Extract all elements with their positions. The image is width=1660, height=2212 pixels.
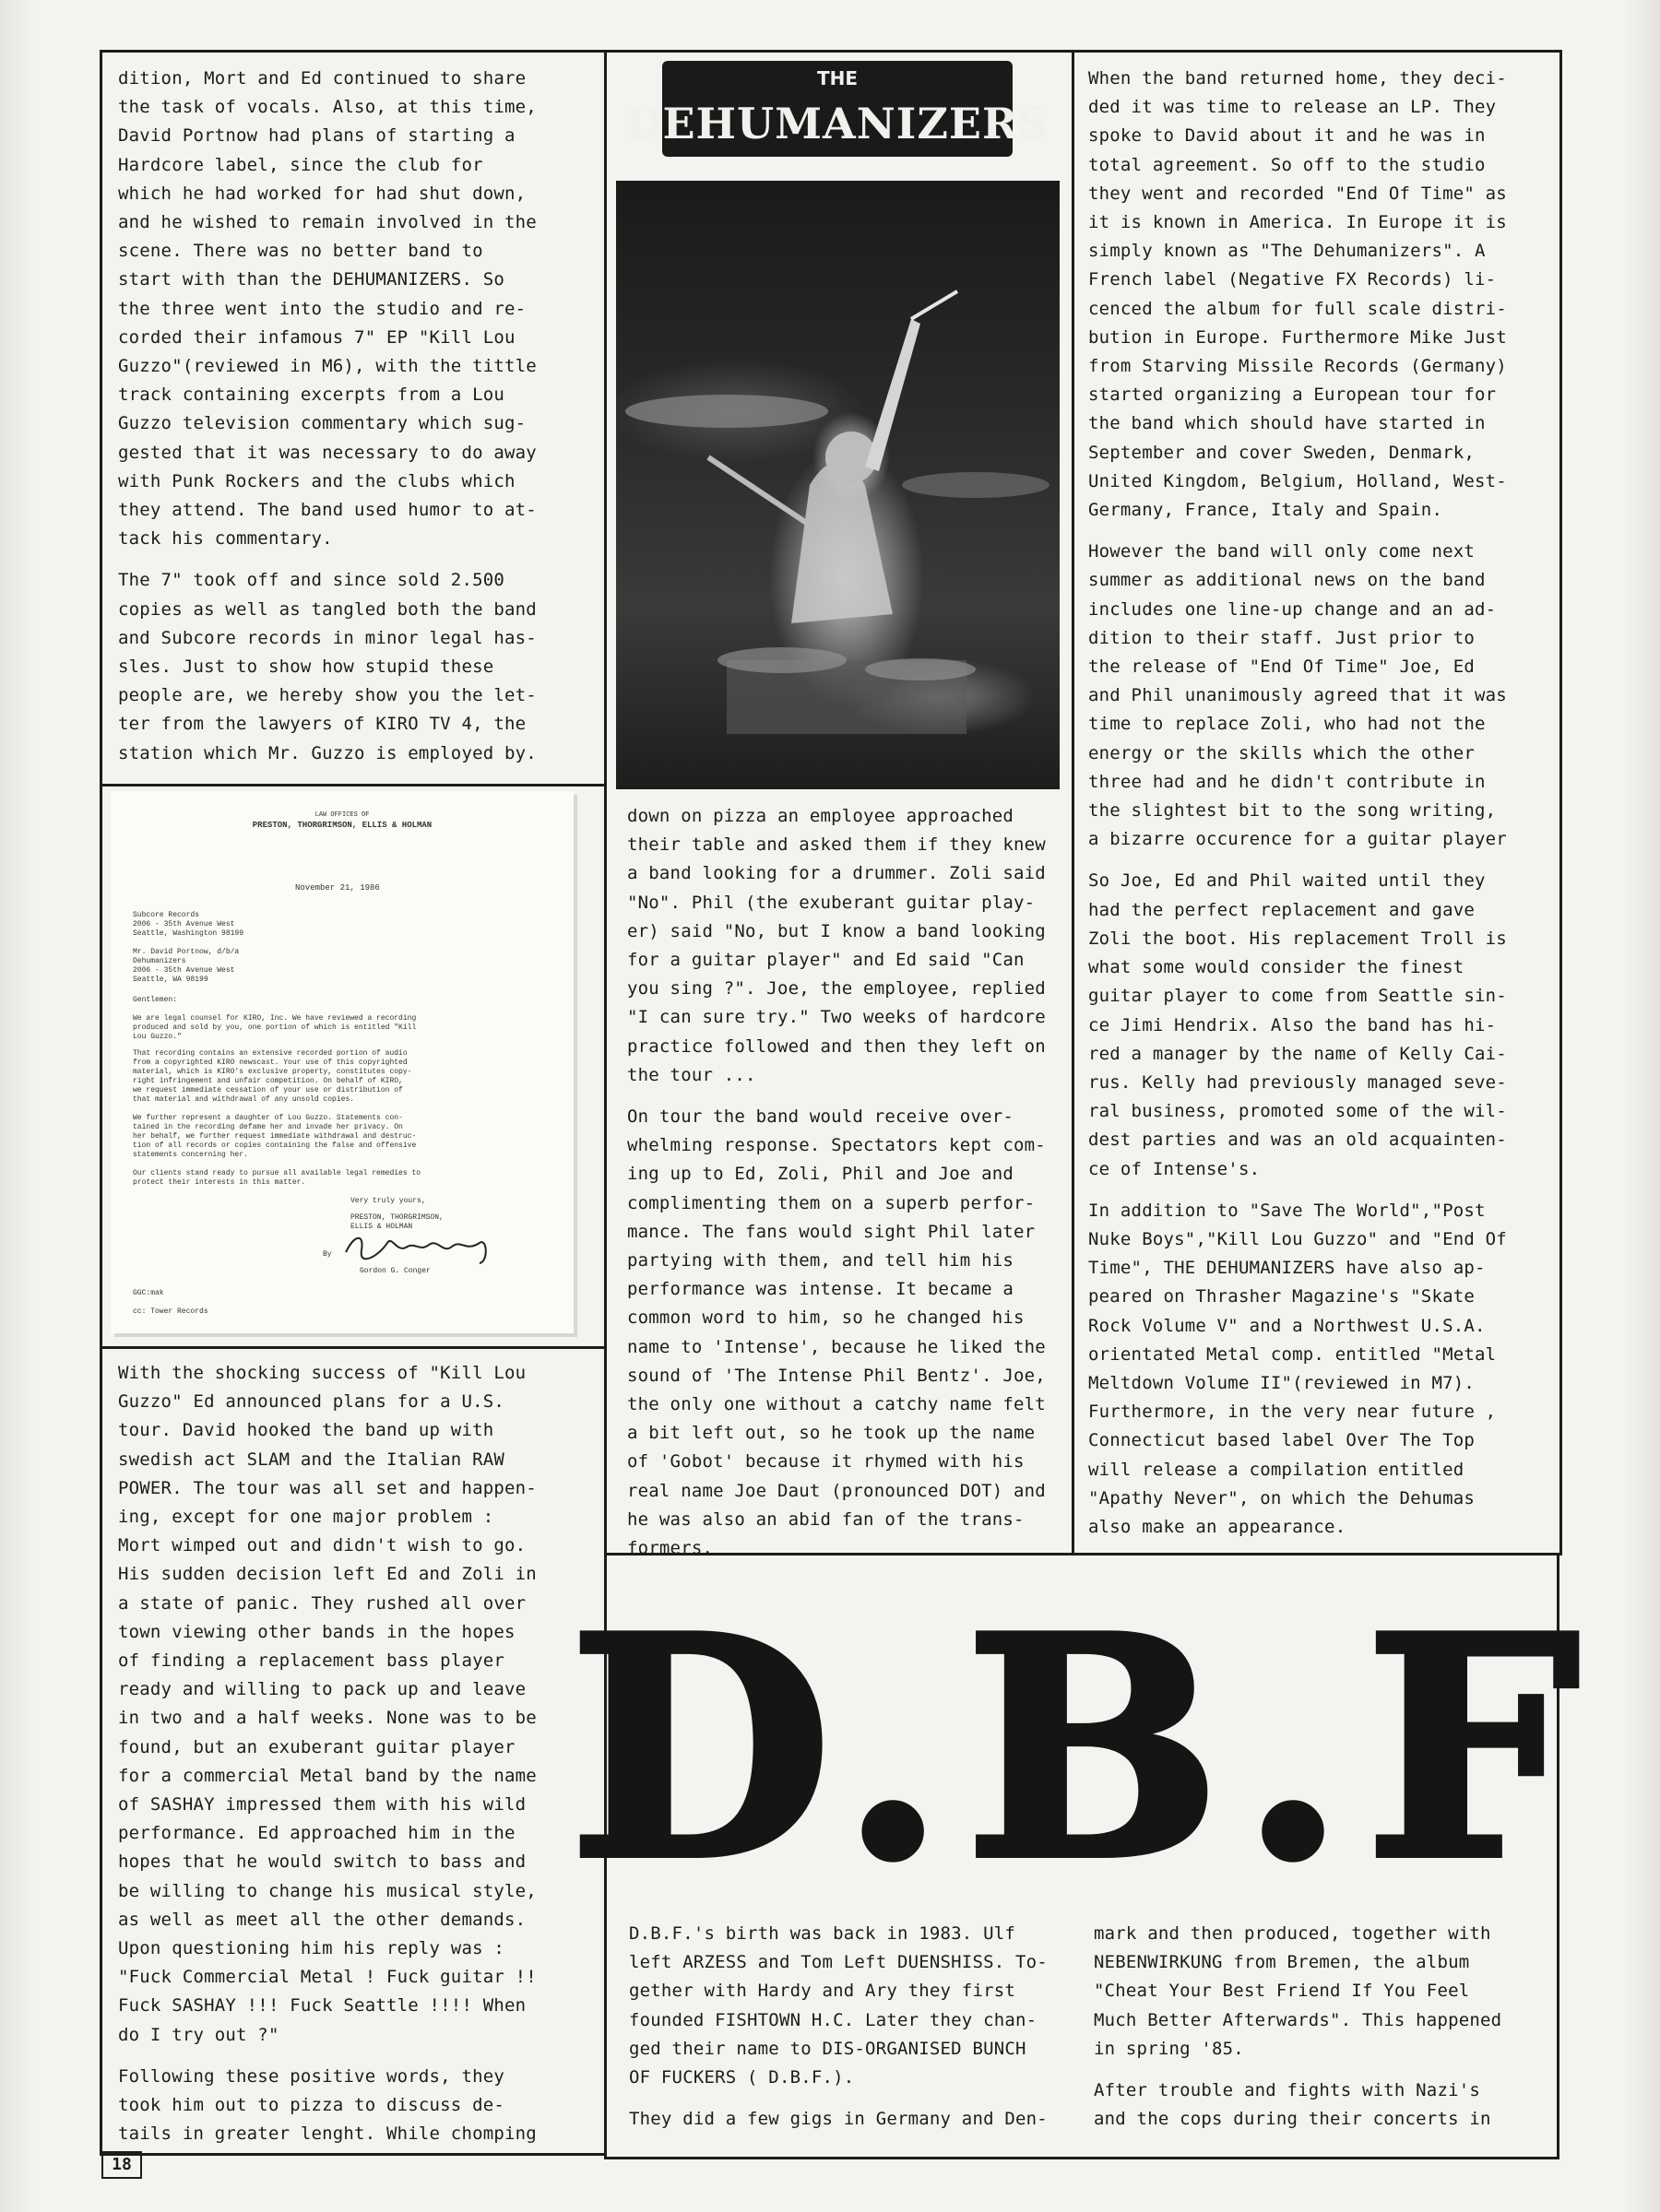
paragraph: On tour the band would receive over- whelming response. Spectators kept com- ing up to Ed, Zoli, Phil and Joe and complimenting them on a superb perfor- mance. The fans would sight Phil later partying with them, and tell him his performance was intense. It became a common word to him, so he changed his name to 'Intense', because he liked the sound of 'The Intense Phil Bentz'. Joe, the only one without a catchy name felt a bit left out, so he took up the name of 'Gobot' because it rhymed with his real name Joe Daut (pronounced DOT) and he was also an abid fan of the trans- formers. [627,1106,1046,1559]
column-rule-right [1072,50,1074,1553]
paragraph: However the band will only come next summer as additional news on the band includes one line-up change and an ad- dition to their staff. Just prior to the release of "End Of Time" Joe, Ed and Phil unanimously agreed that it was time to replace Zoli, who had not the energy or the skills which the other three had and he didn't contribute in the slightest bit to the song writing, a bizarre occurence for a guitar player [1088,541,1507,850]
letter-rule-bottom [100,1346,605,1349]
letter-firm-small: LAW OFFICES OF [314,811,370,819]
concert-photo [616,181,1060,789]
letter-letterhead: PRESTON, THORGRIMSON, ELLIS & HOLMAN [252,821,433,830]
paragraph: The 7" took off and since sold 2.500 copies as well as tangled both the band and Subcore records in minor legal has- sles. Just to show how stupid these people are, we hereby show you the let- ter from the lawyers of KIRO TV 4, the station which Mr. Guzzo is employed by. [118,570,537,763]
dbf-logo [568,1569,1599,1929]
paragraph: So Joe, Ed and Phil waited until they had the perfect replacement and gave Zoli the boot. His replacement Troll is what some would consider the finest guitar player to come from Seattle sin- ce Jimi Hendrix. Also the band has hi- red a manager by the name of Kelly Cai- rus. Kelly had previously managed seve- ral business, promoted some of the wil- dest parties and was an old acquainten- ce of Intense's. [1088,870,1507,1179]
letter-cc: cc: Tower Records [133,1307,208,1316]
paragraph: Following these positive words, they took him out to pizza to discuss de- tails in greater lenght. While chomping [118,2065,537,2145]
paragraph: When the band returned home, they deci- ded it was time to release an LP. They spoke to David about it and he was in total agreement. So off to the studio they went and recorded "End Of Time" as it is known in America. In Europe it is simply known as "The Dehumanizers". A French label (Negative FX Records) li- cenced the album for full scale distri- bution in Europe. Furthermore Mike Just from Starving Missile Records (Germany) started organizing a European tour for the band which should have started in September and cover Sweden, Denmark, United Kingdom, Belgium, Holland, West- Germany, France, Italy and Spain. [1088,68,1507,521]
letter-salutation: Gentlemen: [133,996,178,1004]
letter-address-1: Subcore Records 2006 - 35th Avenue West Seattle, Washington 98199 [133,911,244,938]
dehumanizers-logo [624,53,1050,162]
paragraph: D.B.F.'s birth was back in 1983. Ulf left ARZESS and Tom Left DUENSHISS. To- gether with Hardy and Ary they first founded FISHTOWN H.C. Later they chan- ged their name to DIS-ORGANISED BUNCH OF FUCKERS ( D.B.F.). [629,1923,1048,2088]
paragraph: With the shocking success of "Kill Lou Guzzo" Ed announced plans for a U.S. tour. David hooked the band up with swedish act SLAM and the Italian RAW POWER. The tour was all set and happen- ing, except for one major problem : Mort wimped out and didn't wish to go. His sudden decision left Ed and Zoli in a state of panic. They rushed all over town viewing other bands in the hopes of finding a replacement bass player ready and willing to pack up and leave in two and a half weeks. None was to be found, but an exuberant guitar player for a commercial Metal band by the name of SASHAY impressed them with his wild performance. Ed approached him in the hopes that he would switch to bass and be willing to change his musical style, as well as meet all the other demands. Upon questioning him his reply was : "Fuck Commercial Metal ! Fuck guitar !! Fuck SASHAY !!! Fuck Seattle !!!! When do I try out ?" [118,1363,537,2045]
dehumanizers-logo-the: THE [816,67,859,89]
lawyer-letter [111,791,574,1333]
letter-closing: Very truly yours, [350,1197,426,1205]
right-column [1088,65,1538,1551]
paragraph: dition, Mort and Ed continued to share the task of vocals. Also, at this time, David Portnow had plans of starting a Hardcore label, since the club for which he had worked for had shut down, and he wished to remain involved in the scene. There was no better band to start with than the DEHUMANIZERS. So the three went into the studio and re- corded their infamous 7" EP "Kill Lou Guzzo"(reviewed in M6), with the tittle track containing excerpts from a Lou Guzzo television commentary which sug- gested that it was necessary to do away with Punk Rockers and the clubs which they attend. The band used humor to at- tack his commentary. [118,68,537,550]
letter-paragraph: That recording contains an extensive recorded portion of audio from a copyrighted KIRO newscast. Your use of this copyrighted material, which is KIRO's exclusive property, constitutes copy- right infringement and unfair competition. On behalf of KIRO, we request immediate cessation of your use or distribution of that material and withdrawal of any unsold copies. [133,1049,412,1104]
drummer-silhouette [616,181,1060,789]
paragraph: After trouble and fights with Nazi's and the cops during their concerts in [1094,2080,1491,2130]
letter-by: By [323,1250,332,1259]
handwritten-signature [341,1224,498,1266]
paragraph: In addition to "Save The World","Post Nuke Boys","Kill Lou Guzzo" and "End Of Time", THE DEHUMANIZERS have also ap- peared on Thrasher Magazine's "Skate Rock Volume V" and a Northwest U.S.A. orientated Metal comp. entitled "Metal Meltdown Volume II"(reviewed in M7). Furthermore, in the very near future , Connecticut based label Over The Top will release a compilation entitled "Apathy Never", on which the Dehumas also make an appearance. [1088,1200,1507,1537]
dbf-logo-text: D.B.F [568,1569,1599,1927]
letter-address-2: Mr. David Portnow, d/b/a Dehumanizers 2006 - 35th Avenue West Seattle, WA 98199 [133,948,240,984]
letter-paragraph: We further represent a daughter of Lou Guzzo. Statements con- tained in the recording defame her and invade her privacy. On her behalf, we further request immediate withdrawal and destruc- tion of all records or copies containing the false and offensive statements concerning her. [133,1114,417,1159]
letter-signer: Gordon G. Conger [360,1267,431,1275]
letter-signature-firm: PRESTON, THORGRIMSON, ELLIS & HOLMAN [350,1213,444,1231]
left-column-bottom [118,1359,588,2150]
dbf-left-column [629,1920,1064,2150]
column-rule-left [604,50,607,1553]
letter-paragraph: We are legal counsel for KIRO, Inc. We have reviewed a recording produced and sold by you, one portion of which is entitled "Kill Lou Guzzo." [133,1014,417,1041]
paragraph: down on pizza an employee approached their table and asked them if they knew a band looking for a drummer. Zoli said "No". Phil (the exuberant guitar play- er) said "No, but I know a band looking for a guitar player" and Ed said "Can you sing ?". Joe, the employee, replied "I can sure try." Two weeks of hardcore practice followed and then they left on the tour ... [627,806,1046,1085]
letter-date: November 21, 1986 [295,883,380,893]
letter-rule-top [100,784,605,787]
dbf-right-column [1094,1920,1540,2150]
bottom-rule [100,2153,605,2156]
dehumanizers-logo-text: DEHUMANIZERS [624,99,1050,148]
middle-column [627,802,1051,1559]
left-column-top [118,65,588,782]
letter-paragraph: Our clients stand ready to pursue all available legal remedies to protect their interests in this matter. [133,1169,421,1187]
page-number: 18 [101,2151,142,2179]
letter-initials: GGC:mak [133,1289,164,1297]
paragraph: mark and then produced, together with NEBENWIRKUNG from Bremen, the album "Cheat Your Best Friend If You Feel Much Better Afterwards". This happened in spring '85. [1094,1923,1502,2059]
paragraph: They did a few gigs in Germany and Den- [629,2109,1048,2130]
left-column-rule-lower [100,1553,102,2154]
